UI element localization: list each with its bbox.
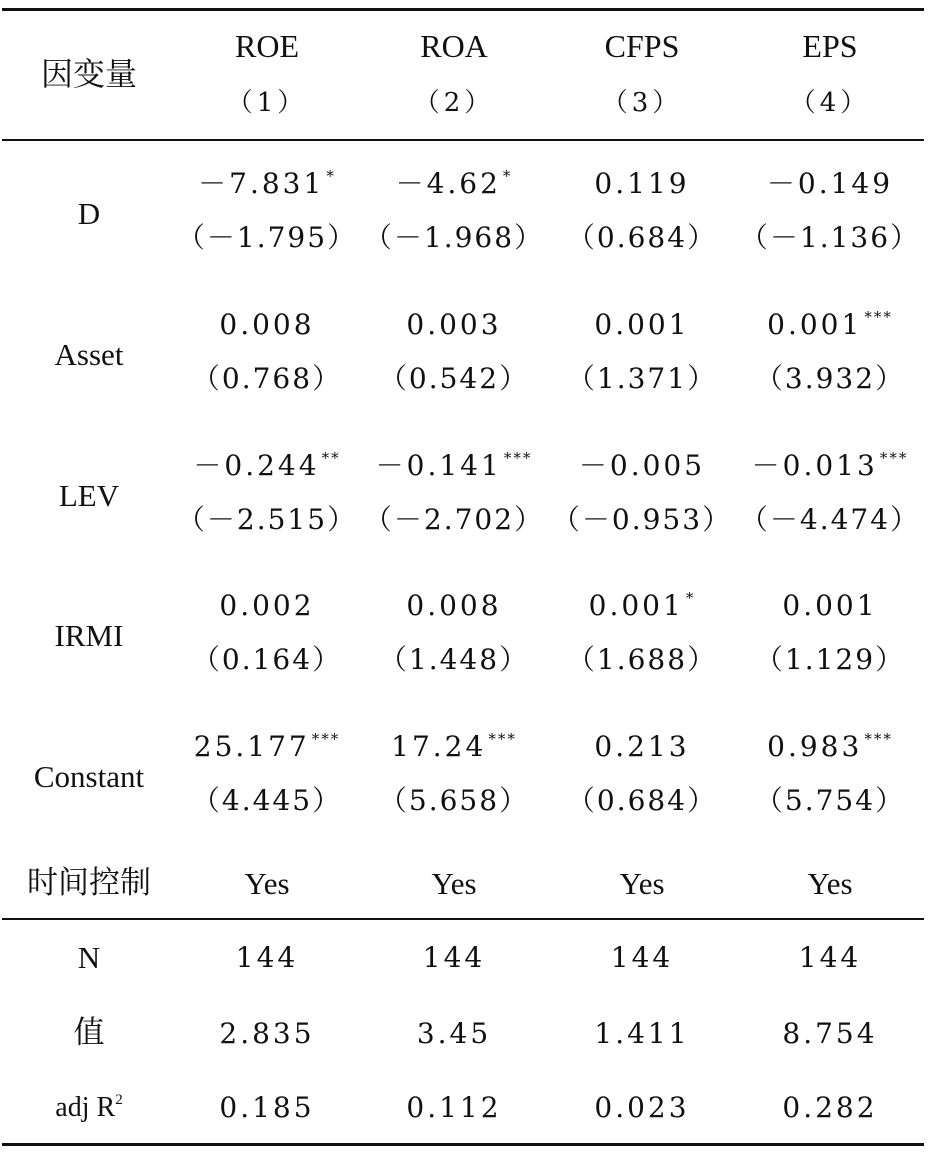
adj-r2-value: 0.282	[782, 1091, 878, 1124]
column-header-eps: EPS	[802, 28, 858, 64]
coefficient-cell	[552, 308, 732, 341]
significance-stars: *	[685, 589, 696, 607]
coefficient-value: 17.24	[391, 730, 487, 763]
variable-label: Constant	[33, 759, 145, 794]
coefficient-cell	[364, 730, 544, 763]
adj-r2-value: 0.023	[594, 1091, 690, 1124]
coefficient-value: 0.001	[782, 589, 878, 622]
t-statistic-cell: （4.445）	[191, 784, 343, 817]
coefficient-value: 0.983	[767, 730, 863, 763]
coefficient-value: －7.831	[198, 167, 325, 200]
t-statistic-cell: （5.754）	[754, 784, 906, 817]
n-value: 144	[610, 941, 674, 974]
column-number-3: （3）	[601, 88, 683, 118]
n-value: 144	[235, 941, 299, 974]
t-statistic-cell: （0.164）	[191, 643, 343, 676]
coefficient-cell	[178, 730, 356, 763]
t-statistic-cell: （0.684）	[566, 784, 718, 817]
significance-stars: ***	[864, 308, 893, 326]
coefficient-value: －0.244	[193, 449, 320, 482]
coefficient-cell	[740, 449, 920, 482]
adj-r2-superscript: 2	[115, 1092, 123, 1108]
coefficient-cell	[552, 167, 732, 200]
coefficient-value: 25.177	[193, 730, 310, 763]
significance-stars: *	[326, 167, 336, 185]
coefficient-cell	[178, 589, 356, 622]
t-statistic-cell: （0.684）	[566, 221, 718, 254]
coefficient-value: 0.213	[594, 730, 690, 763]
t-statistic-cell: （1.129）	[754, 643, 906, 676]
t-statistic-cell: （1.448）	[378, 643, 530, 676]
significance-stars: ***	[864, 730, 893, 748]
column-number-4: （4）	[789, 88, 871, 118]
coefficient-cell	[364, 449, 544, 482]
f-value: 2.835	[219, 1017, 315, 1050]
variable-label: D	[77, 196, 101, 231]
midrule	[2, 918, 924, 920]
coefficient-value: －0.005	[578, 449, 706, 482]
bottom-rule	[2, 1143, 924, 1146]
coefficient-cell	[364, 589, 544, 622]
n-value: 144	[422, 941, 486, 974]
t-statistic-cell: （－0.953）	[551, 503, 733, 536]
adj-r2-value: 0.185	[219, 1091, 315, 1124]
n-label: N	[77, 940, 101, 975]
significance-stars: ***	[879, 449, 909, 467]
coefficient-cell	[740, 167, 920, 200]
adj-r2-text: adj R	[55, 1092, 116, 1123]
coefficient-value: －4.62	[395, 167, 501, 200]
coefficient-cell	[740, 730, 920, 763]
t-statistic-cell: （－1.136）	[739, 221, 921, 254]
time-control-value: Yes	[431, 866, 477, 901]
time-control-value: Yes	[807, 866, 853, 901]
dependent-variable-label: 因变量	[40, 55, 137, 93]
coefficient-cell	[740, 589, 920, 622]
coefficient-value: 0.008	[219, 308, 315, 341]
coefficient-value: －0.013	[751, 449, 878, 482]
coefficient-cell	[364, 308, 544, 341]
coefficient-cell	[178, 449, 356, 482]
column-header-cfps: CFPS	[604, 28, 680, 64]
t-statistic-cell: （5.658）	[378, 784, 530, 817]
t-statistic-cell: （－2.515）	[176, 503, 358, 536]
coefficient-value: －0.149	[766, 167, 894, 200]
top-rule	[2, 8, 924, 11]
significance-stars: *	[502, 167, 513, 185]
f-value: 1.411	[594, 1017, 690, 1050]
f-value: 3.45	[416, 1017, 492, 1050]
t-statistic-cell: （－2.702）	[363, 503, 545, 536]
f-value-label: 值	[73, 1015, 105, 1051]
adj-r2-label	[0, 1094, 178, 1122]
coefficient-cell	[552, 730, 732, 763]
t-statistic-cell: （1.688）	[566, 643, 718, 676]
variable-label: IRMI	[54, 618, 124, 653]
n-value: 144	[798, 941, 862, 974]
coefficient-cell	[552, 449, 732, 482]
coefficient-value: 0.003	[406, 308, 502, 341]
t-statistic-cell: （0.768）	[191, 362, 343, 395]
coefficient-value: 0.002	[219, 589, 315, 622]
significance-stars: **	[321, 449, 341, 467]
coefficient-cell	[552, 589, 732, 622]
t-statistic-cell: （1.371）	[566, 362, 718, 395]
header-rule	[2, 139, 924, 141]
column-header-roe: ROE	[235, 28, 299, 64]
variable-label: Asset	[54, 337, 124, 372]
coefficient-value: 0.001	[588, 589, 684, 622]
coefficient-cell	[740, 308, 920, 341]
significance-stars: ***	[311, 730, 341, 748]
time-control-value: Yes	[244, 866, 290, 901]
coefficient-cell	[364, 167, 544, 200]
time-control-label: 时间控制	[27, 865, 151, 901]
coefficient-value: 0.001	[594, 308, 690, 341]
coefficient-value: 0.001	[767, 308, 863, 341]
variable-label: LEV	[58, 478, 120, 513]
t-statistic-cell: （3.932）	[754, 362, 906, 395]
significance-stars: ***	[503, 449, 533, 467]
column-number-1: （1）	[226, 88, 308, 118]
coefficient-value: 0.008	[406, 589, 502, 622]
f-value: 8.754	[782, 1017, 878, 1050]
coefficient-cell	[178, 308, 356, 341]
time-control-value: Yes	[619, 866, 665, 901]
coefficient-cell	[178, 167, 356, 200]
t-statistic-cell: （0.542）	[378, 362, 530, 395]
column-header-roa: ROA	[420, 28, 488, 64]
coefficient-value: －0.141	[375, 449, 502, 482]
adj-r2-value: 0.112	[406, 1091, 502, 1124]
t-statistic-cell: （－1.795）	[176, 221, 358, 254]
t-statistic-cell: （－1.968）	[363, 221, 545, 254]
t-statistic-cell: （－4.474）	[739, 503, 921, 536]
column-number-2: （2）	[413, 88, 495, 118]
significance-stars: ***	[488, 730, 517, 748]
coefficient-value: 0.119	[594, 167, 690, 200]
